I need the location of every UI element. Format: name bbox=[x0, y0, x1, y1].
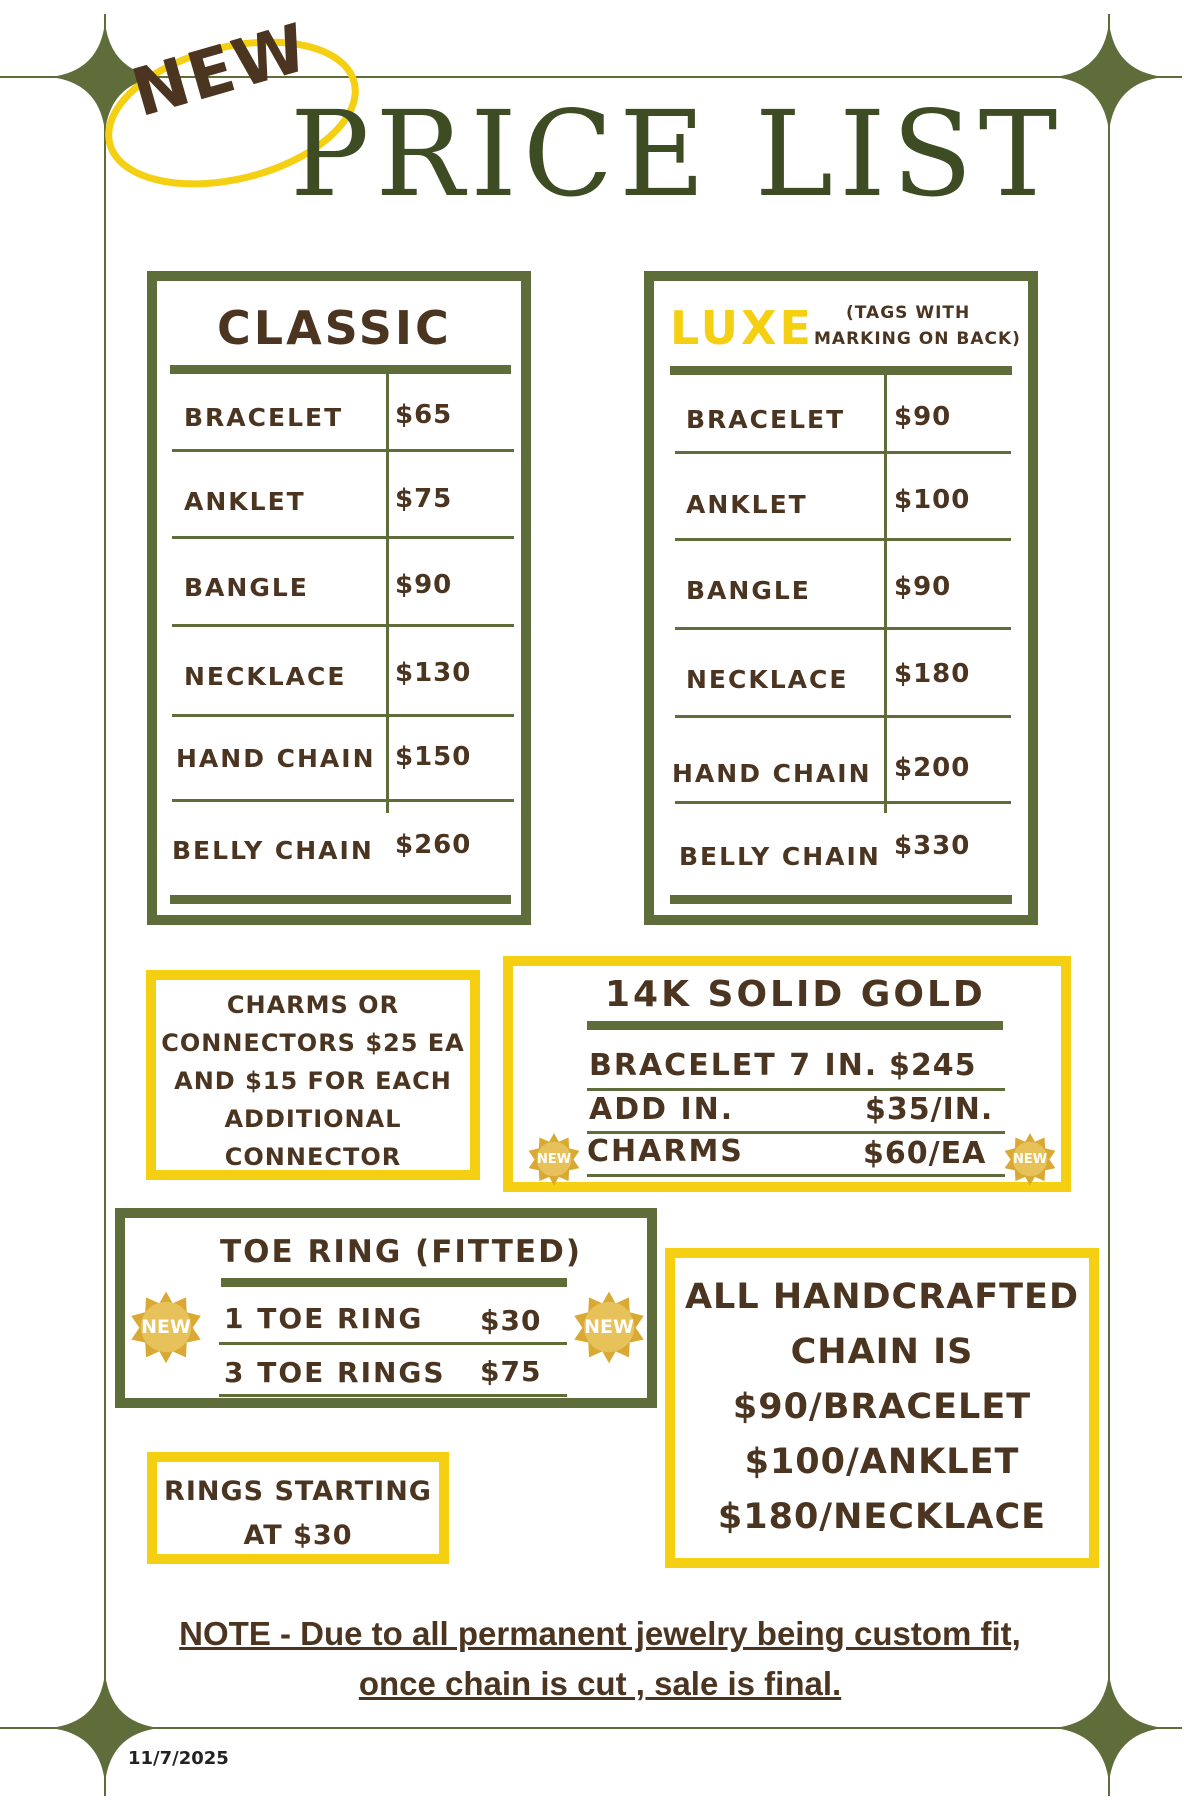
classic-row-rule bbox=[172, 714, 514, 717]
new-seal-label: NEW bbox=[536, 1152, 572, 1167]
luxe-row-rule bbox=[675, 801, 1011, 804]
classic-price: $90 bbox=[395, 570, 453, 600]
toe-ring-row-rule bbox=[219, 1394, 567, 1397]
charms-line: CHARMS OR bbox=[226, 991, 400, 1019]
rings-line: AT $30 bbox=[243, 1520, 353, 1551]
gold-price: $35/IN. bbox=[865, 1092, 994, 1127]
luxe-item: BELLY CHAIN bbox=[679, 842, 881, 871]
luxe-price: $100 bbox=[894, 485, 971, 515]
classic-item: BELLY CHAIN bbox=[172, 836, 374, 865]
gold-row-rule bbox=[587, 1174, 1005, 1177]
handcrafted-line: ALL HANDCRAFTED bbox=[684, 1277, 1080, 1317]
classic-item: NECKLACE bbox=[184, 662, 347, 691]
gold-price: $245 bbox=[889, 1048, 977, 1083]
frame-left-line bbox=[104, 14, 106, 1796]
gold-row-rule bbox=[587, 1088, 1005, 1091]
luxe-item: HAND CHAIN bbox=[672, 759, 872, 788]
classic-item: ANKLET bbox=[184, 487, 306, 516]
luxe-price: $330 bbox=[894, 831, 971, 861]
classic-price-box bbox=[147, 271, 531, 925]
luxe-row-rule bbox=[675, 451, 1011, 454]
luxe-item: BRACELET bbox=[686, 405, 846, 434]
classic-row-rule bbox=[172, 449, 514, 452]
frame-right-line bbox=[1108, 14, 1110, 1796]
toe-ring-title: TOE RING (FITTED) bbox=[220, 1234, 583, 1270]
luxe-row-rule bbox=[675, 538, 1011, 541]
handcrafted-line: $180/NECKLACE bbox=[717, 1497, 1047, 1537]
charms-line: CONNECTORS $25 EA bbox=[161, 1029, 465, 1057]
charms-line: ADDITIONAL bbox=[224, 1105, 402, 1133]
new-seal-label: NEW bbox=[141, 1316, 191, 1338]
toe-ring-row-rule bbox=[219, 1342, 567, 1345]
gold-item: BRACELET 7 IN. bbox=[589, 1048, 879, 1083]
luxe-item: NECKLACE bbox=[686, 665, 849, 694]
luxe-price: $180 bbox=[894, 659, 971, 689]
toe-ring-box bbox=[115, 1208, 657, 1408]
luxe-price: $200 bbox=[894, 753, 971, 783]
classic-price: $65 bbox=[395, 400, 453, 430]
handcrafted-line: $100/ANKLET bbox=[744, 1442, 1020, 1482]
sparkle-icon bbox=[1054, 22, 1164, 132]
handcrafted-line: CHAIN IS bbox=[790, 1332, 974, 1372]
gold-title: 14K SOLID GOLD bbox=[605, 974, 986, 1015]
classic-item: BANGLE bbox=[184, 573, 309, 602]
charms-text bbox=[156, 986, 470, 1176]
charms-line: CONNECTOR bbox=[224, 1143, 402, 1171]
frame-bottom-line bbox=[0, 1727, 1182, 1729]
rings-box bbox=[147, 1452, 449, 1564]
gold-item: CHARMS bbox=[587, 1134, 744, 1169]
classic-title: CLASSIC bbox=[217, 301, 452, 355]
gold-price: $60/EA bbox=[863, 1136, 987, 1171]
luxe-row-rule bbox=[675, 627, 1011, 630]
page-title: PRICE LIST bbox=[290, 85, 1064, 223]
luxe-item: ANKLET bbox=[686, 490, 808, 519]
classic-row-rule bbox=[172, 624, 514, 627]
toe-ring-price: $75 bbox=[480, 1355, 542, 1388]
charms-line: AND $15 FOR EACH bbox=[174, 1067, 452, 1095]
classic-price: $260 bbox=[395, 830, 472, 860]
gold-item: ADD IN. bbox=[589, 1092, 735, 1127]
handcrafted-text bbox=[675, 1270, 1089, 1545]
classic-column-divider bbox=[386, 373, 389, 813]
toe-ring-price: $30 bbox=[480, 1304, 542, 1337]
luxe-price: $90 bbox=[894, 572, 952, 602]
classic-row-rule bbox=[172, 536, 514, 539]
gold-price-box bbox=[503, 956, 1071, 1192]
luxe-subtitle-line2: MARKING ON BACK) bbox=[814, 329, 1021, 349]
date-stamp: 11/7/2025 bbox=[128, 1748, 229, 1769]
luxe-row-rule bbox=[675, 715, 1011, 718]
charms-box bbox=[146, 970, 480, 1180]
classic-price: $75 bbox=[395, 484, 453, 514]
new-seal-label: NEW bbox=[1012, 1152, 1048, 1167]
toe-ring-title-rule bbox=[221, 1278, 567, 1287]
note-line1: NOTE - Due to all permanent jewelry being custom fit, bbox=[179, 1615, 1021, 1652]
classic-row-rule bbox=[172, 799, 514, 802]
luxe-item: BANGLE bbox=[686, 576, 811, 605]
classic-bottom-rule bbox=[170, 895, 511, 904]
handcrafted-box bbox=[665, 1248, 1099, 1568]
rings-text bbox=[157, 1470, 439, 1558]
luxe-subtitle-line1: (TAGS WITH bbox=[846, 303, 971, 323]
luxe-bottom-rule bbox=[670, 895, 1012, 904]
luxe-price: $90 bbox=[894, 402, 952, 432]
luxe-column-divider bbox=[884, 375, 887, 813]
gold-title-rule bbox=[587, 1021, 1003, 1030]
classic-title-rule bbox=[170, 365, 511, 374]
classic-item: HAND CHAIN bbox=[176, 744, 376, 773]
classic-price: $150 bbox=[395, 742, 472, 772]
toe-ring-item: 3 TOE RINGS bbox=[224, 1356, 446, 1389]
luxe-title: LUXE bbox=[670, 301, 814, 355]
new-seal-label: NEW bbox=[584, 1316, 634, 1338]
handcrafted-line: $90/BRACELET bbox=[732, 1387, 1032, 1427]
new-badge-text: NEW bbox=[123, 8, 318, 133]
classic-price: $130 bbox=[395, 658, 472, 688]
note-line2: once chain is cut , sale is final. bbox=[358, 1665, 842, 1702]
rings-line: RINGS STARTING bbox=[164, 1476, 432, 1507]
toe-ring-item: 1 TOE RING bbox=[224, 1302, 424, 1335]
luxe-title-rule bbox=[670, 366, 1012, 375]
luxe-price-box bbox=[644, 271, 1038, 925]
classic-item: BRACELET bbox=[184, 403, 344, 432]
